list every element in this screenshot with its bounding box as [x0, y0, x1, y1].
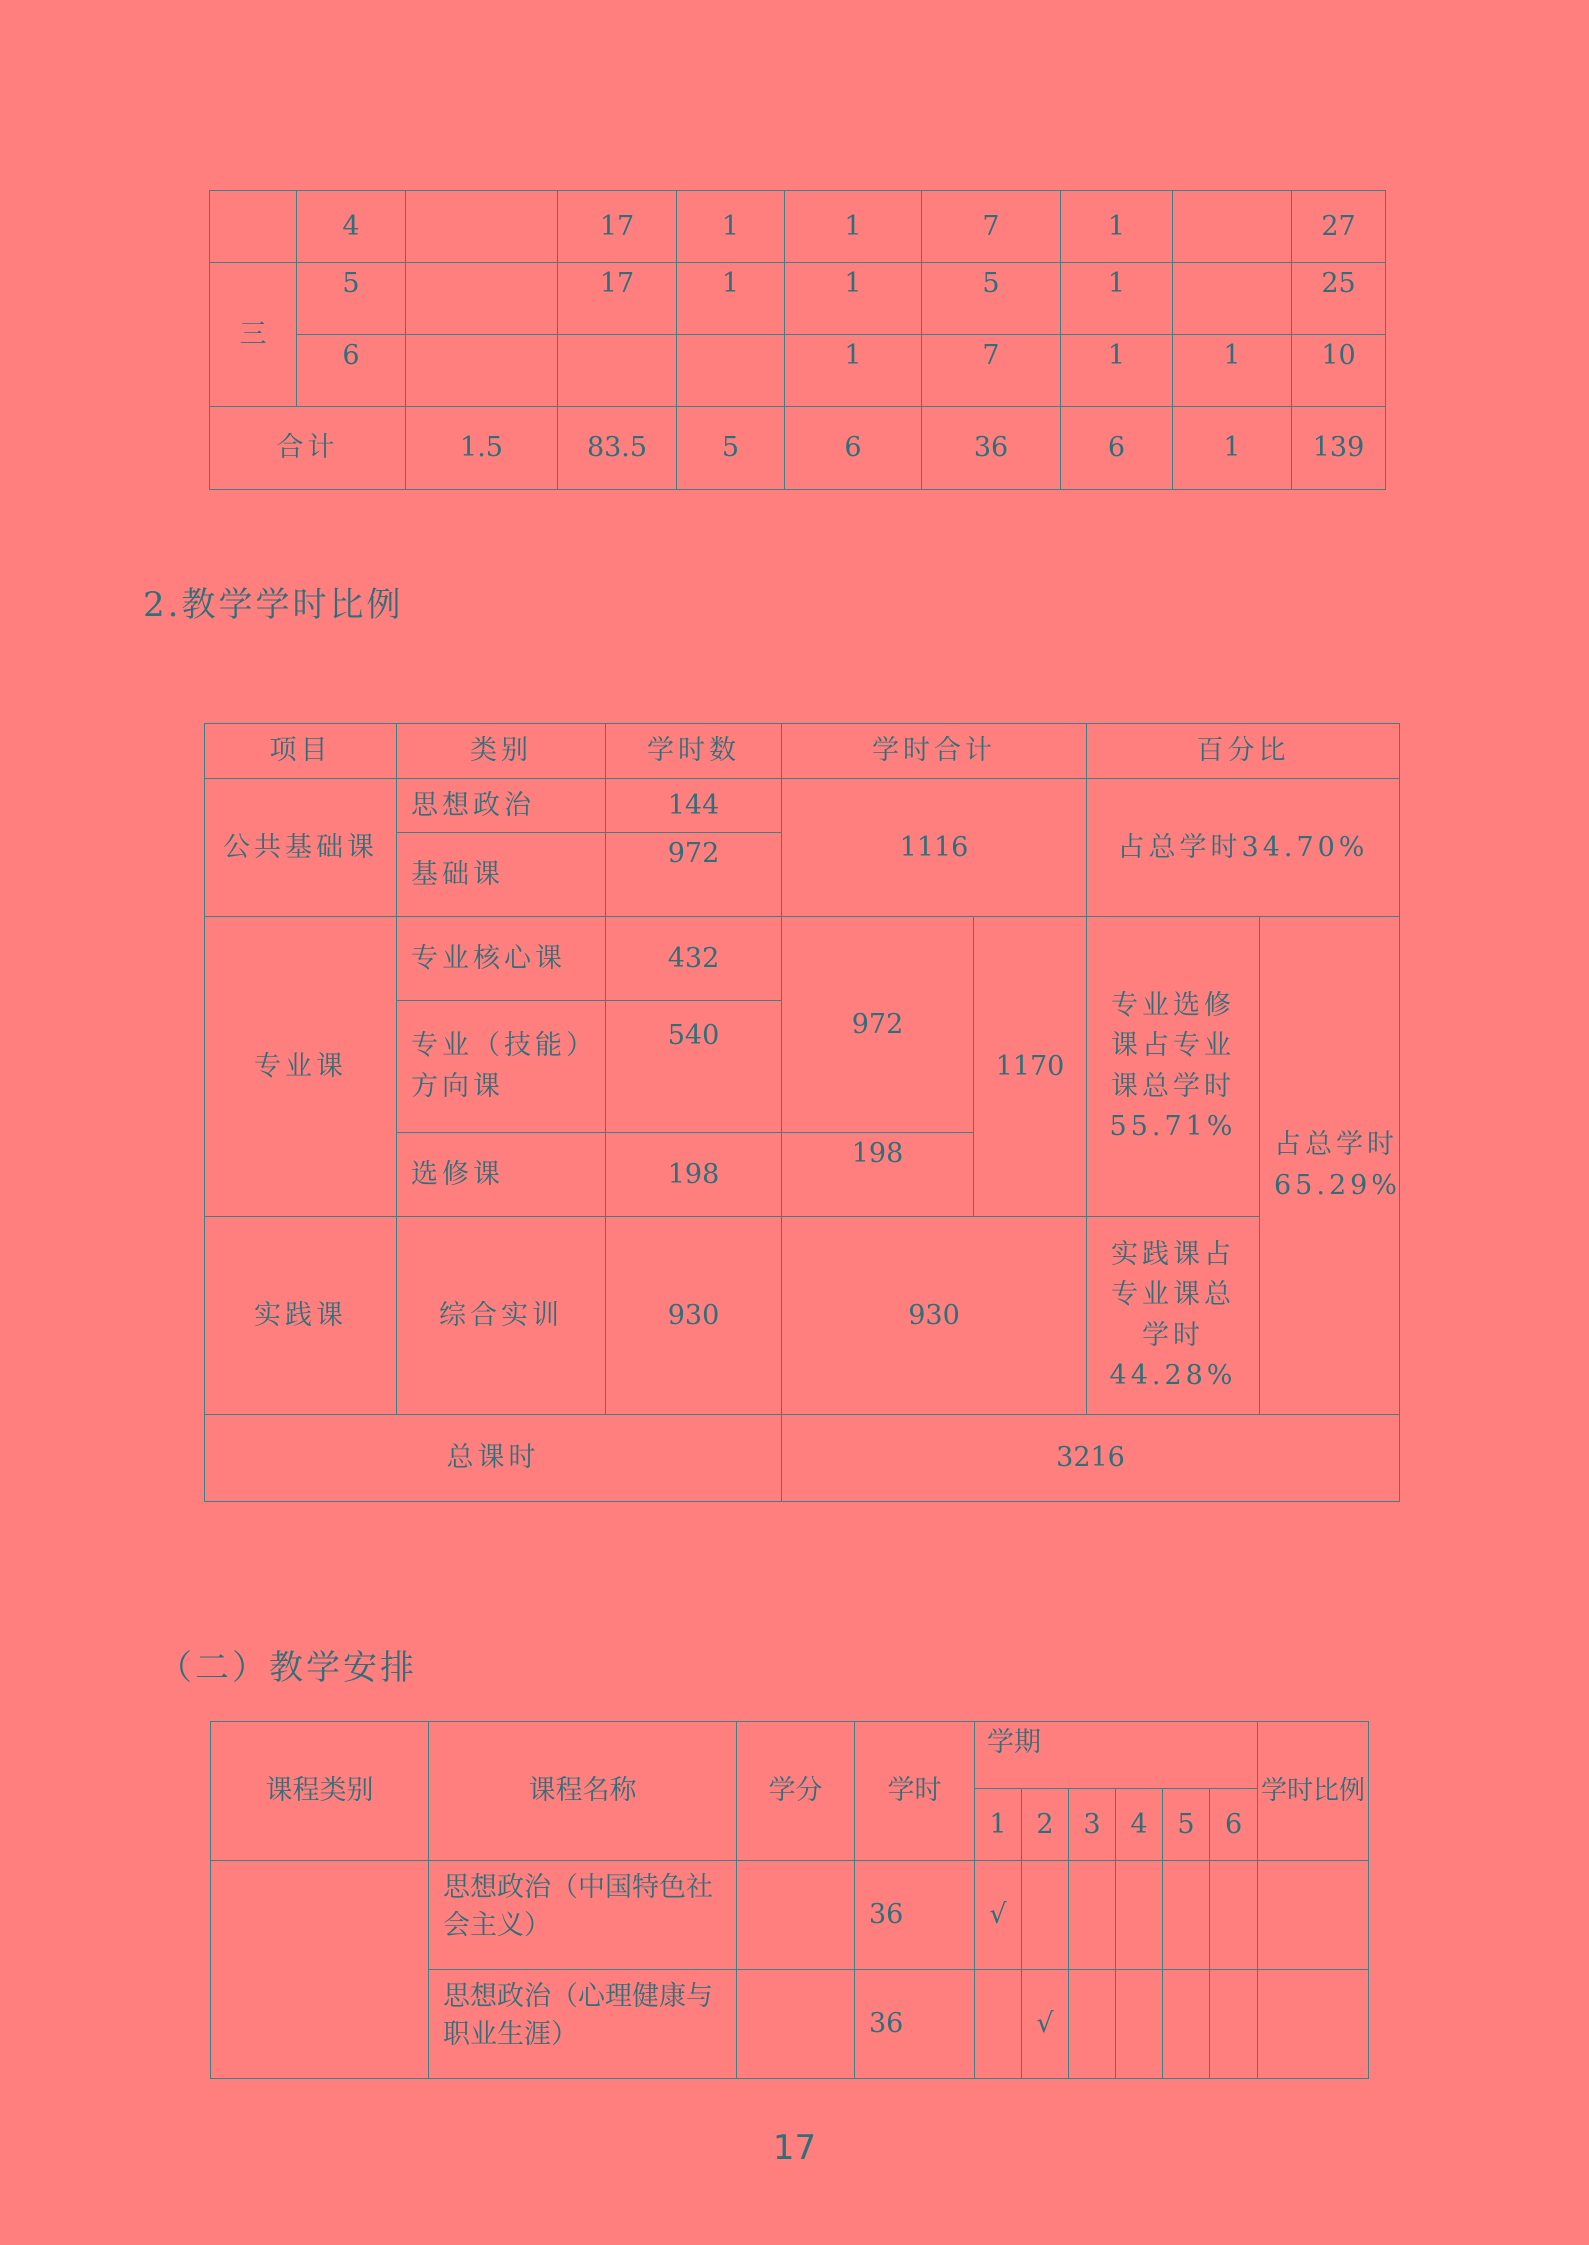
grand-total-value: 3216 — [782, 1415, 1400, 1502]
value-cell: 1 — [677, 191, 785, 263]
header-cell: 百分比 — [1087, 724, 1400, 779]
value-cell: 7 — [922, 335, 1061, 407]
hours-cell: 36 — [855, 1970, 975, 2079]
value-cell: 1.5 — [406, 407, 558, 490]
page-number: 17 — [772, 2128, 817, 2168]
course-name-cell: 思想政治（心理健康与职业生涯） — [429, 1970, 737, 2079]
total-cell: 198 — [782, 1133, 974, 1217]
semester-check — [1069, 1970, 1116, 2079]
hours-cell: 972 — [606, 833, 782, 917]
total-cell: 10 — [1292, 335, 1386, 407]
semester-check — [1210, 1970, 1258, 2079]
value-cell: 1 — [1061, 263, 1173, 335]
table-row — [205, 1415, 1400, 1502]
hours-table — [204, 723, 1400, 1502]
semester-check — [1116, 1970, 1163, 2079]
value-cell: 6 — [785, 407, 922, 490]
value-cell — [406, 335, 558, 407]
sum-row — [210, 407, 1386, 490]
ratio-cell — [1258, 1970, 1369, 2079]
percent-cell: 占总学时34.70% — [1087, 779, 1400, 917]
semester-check — [1163, 1861, 1210, 1970]
section-heading: （二）教学安排 — [158, 1648, 417, 1688]
semester-check — [1069, 1861, 1116, 1970]
subcategory-cell: 专业核心课 — [397, 917, 606, 1001]
grand-total-label: 总课时 — [205, 1415, 782, 1502]
value-cell: 1 — [1173, 335, 1292, 407]
category-public: 公共基础课 — [205, 779, 397, 917]
hours-cell: 144 — [606, 779, 782, 833]
header-cell: 项目 — [205, 724, 397, 779]
value-cell: 5 — [922, 263, 1061, 335]
header-cell: 课程名称 — [429, 1722, 737, 1861]
semester-check — [1116, 1861, 1163, 1970]
value-cell: 6 — [1061, 407, 1173, 490]
total-cell: 1170 — [974, 917, 1087, 1217]
header-cell: 类别 — [397, 724, 606, 779]
section-heading: 2.教学学时比例 — [143, 585, 404, 625]
table-row — [205, 779, 1400, 833]
value-cell: 36 — [922, 407, 1061, 490]
hours-cell: 930 — [606, 1217, 782, 1415]
percent-cell: 占总学时65.29% — [1260, 917, 1400, 1415]
credit-table — [209, 190, 1386, 490]
semester-header: 3 — [1069, 1789, 1116, 1861]
value-cell: 1 — [785, 263, 922, 335]
hours-cell: 432 — [606, 917, 782, 1001]
value-cell: 5 — [677, 407, 785, 490]
category-practice: 实践课 — [205, 1217, 397, 1415]
table-header-row — [211, 1722, 1369, 1789]
value-cell — [406, 263, 558, 335]
value-cell: 17 — [558, 191, 677, 263]
semester-header: 5 — [1163, 1789, 1210, 1861]
table-header-row — [205, 724, 1400, 779]
semester-header: 2 — [1022, 1789, 1069, 1861]
semester-check: √ — [1022, 1970, 1069, 2079]
year-cell — [210, 191, 297, 263]
table-row — [210, 191, 1386, 263]
header-cell: 学期 — [975, 1722, 1258, 1789]
semester-check: √ — [975, 1861, 1022, 1970]
header-cell: 学时 — [855, 1722, 975, 1861]
table-row — [205, 1217, 1400, 1415]
value-cell: 1 — [677, 263, 785, 335]
subcategory-cell: 选修课 — [397, 1133, 606, 1217]
category-major: 专业课 — [205, 917, 397, 1217]
table-row — [210, 335, 1386, 407]
total-cell: 139 — [1292, 407, 1386, 490]
subcategory-cell: 思想政治 — [397, 779, 606, 833]
hours-cell: 198 — [606, 1133, 782, 1217]
hours-cell: 540 — [606, 1001, 782, 1133]
header-cell: 课程类别 — [211, 1722, 429, 1861]
value-cell — [406, 191, 558, 263]
value-cell: 17 — [558, 263, 677, 335]
table-row — [211, 1861, 1369, 1970]
hours-cell: 36 — [855, 1861, 975, 1970]
value-cell: 1 — [1061, 191, 1173, 263]
semester-check — [1163, 1970, 1210, 2079]
value-cell: 1 — [785, 191, 922, 263]
category-cell — [211, 1861, 429, 2079]
total-cell: 25 — [1292, 263, 1386, 335]
header-cell: 学分 — [737, 1722, 855, 1861]
credit-cell — [737, 1970, 855, 2079]
total-cell: 972 — [782, 917, 974, 1133]
year-cell: 三 — [210, 263, 297, 407]
semester-header: 1 — [975, 1789, 1022, 1861]
semester-check — [1210, 1861, 1258, 1970]
total-cell: 930 — [782, 1217, 1087, 1415]
term-cell: 6 — [297, 335, 406, 407]
semester-check — [1022, 1861, 1069, 1970]
header-cell: 学时合计 — [782, 724, 1087, 779]
subcategory-cell: 专业（技能）方向课 — [397, 1001, 606, 1133]
subcategory-cell: 综合实训 — [397, 1217, 606, 1415]
semester-header: 6 — [1210, 1789, 1258, 1861]
semester-check — [975, 1970, 1022, 2079]
value-cell — [1173, 191, 1292, 263]
percent-cell: 实践课占专业课总学时44.28% — [1087, 1217, 1260, 1415]
semester-header: 4 — [1116, 1789, 1163, 1861]
value-cell: 1 — [785, 335, 922, 407]
value-cell: 7 — [922, 191, 1061, 263]
value-cell: 83.5 — [558, 407, 677, 490]
table-row — [205, 917, 1400, 1001]
sum-label: 合计 — [210, 407, 406, 490]
total-cell: 1116 — [782, 779, 1087, 917]
schedule-table — [210, 1721, 1369, 2079]
table-row — [210, 263, 1386, 335]
total-cell: 27 — [1292, 191, 1386, 263]
credit-cell — [737, 1861, 855, 1970]
course-name-cell: 思想政治（中国特色社会主义） — [429, 1861, 737, 1970]
value-cell: 1 — [1173, 407, 1292, 490]
value-cell — [677, 335, 785, 407]
value-cell — [558, 335, 677, 407]
term-cell: 5 — [297, 263, 406, 335]
percent-cell: 专业选修课占专业课总学时55.71% — [1087, 917, 1260, 1217]
ratio-cell — [1258, 1861, 1369, 1970]
header-cell: 学时数 — [606, 724, 782, 779]
value-cell — [1173, 263, 1292, 335]
subcategory-cell: 基础课 — [397, 833, 606, 917]
term-cell: 4 — [297, 191, 406, 263]
header-cell: 学时比例 — [1258, 1722, 1369, 1861]
value-cell: 1 — [1061, 335, 1173, 407]
